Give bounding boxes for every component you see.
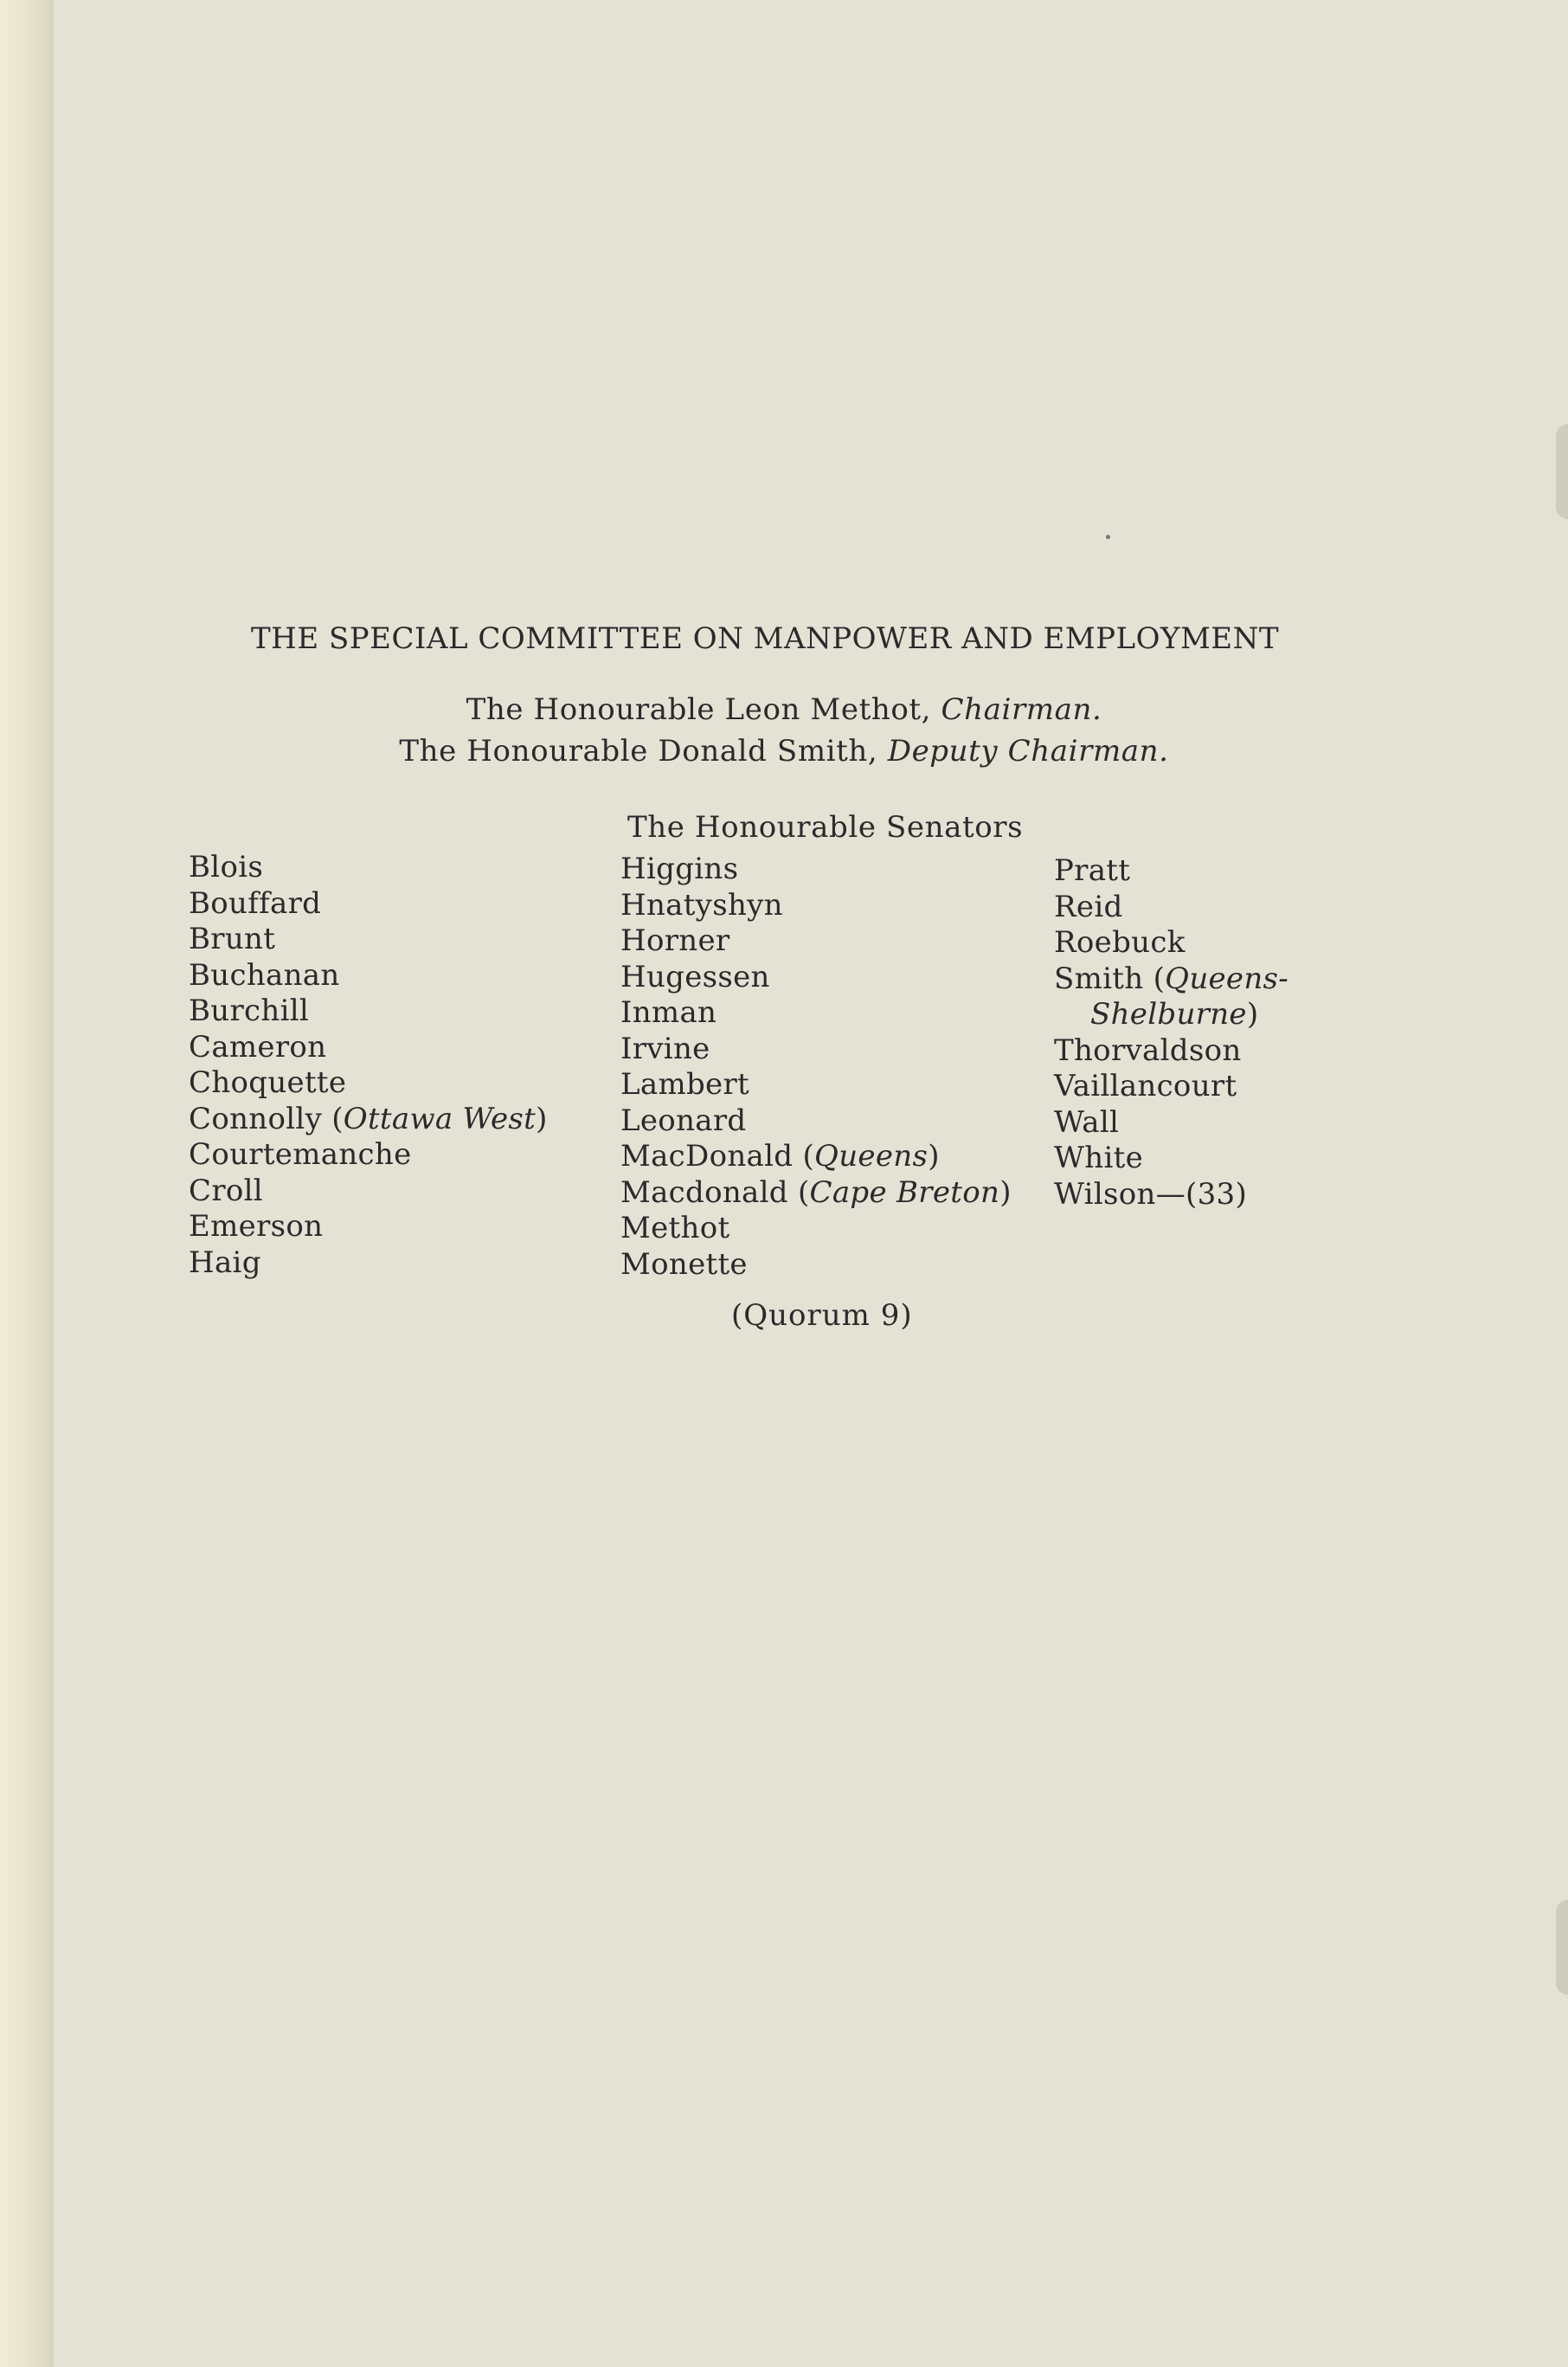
senator-name (620, 1139, 1012, 1175)
senator-surname: Smith ( (1054, 961, 1166, 996)
closing-paren: ) (928, 1139, 940, 1174)
senator-name (620, 995, 1012, 1032)
senator-division: Shelburne (1090, 997, 1247, 1032)
senator-surname: Roebuck (1054, 925, 1186, 960)
senator-name (620, 960, 1012, 996)
senator-surname: Courtemanche (189, 1137, 412, 1172)
senator-name (1054, 1069, 1288, 1105)
senator-name (620, 1103, 1012, 1140)
senator-surname: Lambert (620, 1067, 749, 1102)
senator-surname: Thorvaldson (1054, 1032, 1242, 1068)
page-tab-mark (1556, 1900, 1568, 1995)
senator-surname: Haig (189, 1245, 261, 1280)
senator-division: Queens- (1165, 961, 1289, 996)
senator-name (1054, 925, 1288, 962)
senators-column-3 (1054, 853, 1288, 1212)
deputy-role: Deputy Chairman. (887, 734, 1169, 769)
quorum-note: (Quorum 9) (731, 1298, 913, 1333)
senator-name (1054, 1033, 1288, 1070)
senator-surname: Brunt (189, 922, 276, 956)
senator-surname: Buchanan (189, 957, 340, 993)
senator-surname: MacDonald ( (620, 1139, 815, 1174)
senator-surname: Bouffard (189, 885, 322, 921)
senator-surname: Connolly ( (189, 1101, 344, 1136)
senator-name (189, 1137, 548, 1174)
chairman-role: Chairman. (941, 692, 1102, 727)
senator-division: Queens (814, 1139, 929, 1174)
senator-name (1054, 1177, 1288, 1213)
page-tab-mark (1556, 424, 1568, 519)
closing-paren: ) (1246, 997, 1259, 1032)
committee-title: THE SPECIAL COMMITTEE ON MANPOWER AND EMPLOYMENT (251, 621, 1280, 656)
senator-surname: White (1054, 1141, 1144, 1175)
chairman-name: The Honourable Leon Methot, (466, 692, 941, 727)
senator-surname: Wall (1054, 1104, 1120, 1140)
senator-name (189, 1102, 548, 1138)
senator-name (620, 923, 1012, 960)
senator-surname: Macdonald ( (620, 1174, 810, 1210)
senator-surname: Leonard (620, 1103, 747, 1138)
deputy-name: The Honourable Donald Smith, (399, 734, 888, 769)
senator-surname: Inman (620, 995, 717, 1030)
senator-name (189, 850, 548, 886)
senator-name (620, 852, 1012, 888)
senator-name (1054, 1141, 1288, 1177)
senator-name (189, 1174, 548, 1210)
speck (1106, 535, 1110, 539)
senator-name (620, 1211, 1012, 1247)
senator-name (189, 994, 548, 1030)
page-edge (0, 0, 55, 2367)
senator-surname: Cameron (189, 1029, 327, 1065)
senator-surname: Irvine (620, 1031, 710, 1066)
closing-paren: ) (536, 1101, 548, 1136)
senator-name (1054, 1105, 1288, 1142)
senator-name (189, 958, 548, 994)
senator-name (189, 886, 548, 923)
senator-surname: Higgins (620, 852, 739, 886)
senator-surname: Horner (620, 923, 730, 958)
deputy-chairman-line (0, 734, 1568, 769)
senator-surname: Burchill (189, 994, 310, 1028)
senator-surname: Reid (1054, 889, 1123, 924)
senator-surname: Choquette (189, 1065, 347, 1100)
senators-column-1 (189, 850, 548, 1281)
senator-name (189, 1245, 548, 1282)
senator-surname: Wilson—(33) (1054, 1176, 1248, 1212)
senator-name (620, 1067, 1012, 1103)
senator-surname: Hnatyshyn (620, 887, 783, 923)
senator-name (620, 888, 1012, 924)
senator-surname: Methot (620, 1211, 730, 1245)
senator-name (620, 1247, 1012, 1283)
senator-surname: Vaillancourt (1054, 1069, 1237, 1103)
senator-name (189, 922, 548, 958)
senator-surname: Croll (189, 1173, 263, 1208)
senator-name (189, 1030, 548, 1066)
senators-heading: The Honourable Senators (627, 810, 1024, 845)
senator-surname: Monette (620, 1246, 748, 1282)
senator-name (1054, 890, 1288, 926)
senator-surname: Blois (189, 850, 264, 884)
senator-name (1054, 962, 1288, 998)
senator-division: Cape Breton (809, 1174, 1000, 1210)
senator-surname: Pratt (1054, 853, 1131, 888)
closing-paren: ) (999, 1174, 1012, 1210)
senator-name (620, 1032, 1012, 1068)
senator-name (1054, 997, 1288, 1033)
senator-division: Ottawa West (343, 1101, 537, 1136)
senators-column-2 (620, 852, 1012, 1283)
senator-name (189, 1065, 548, 1102)
chairman-line (0, 692, 1568, 727)
senator-name (620, 1175, 1012, 1212)
senator-name (189, 1209, 548, 1245)
senator-surname: Hugessen (620, 959, 770, 994)
senator-surname: Emerson (189, 1209, 324, 1244)
senator-name (1054, 853, 1288, 890)
